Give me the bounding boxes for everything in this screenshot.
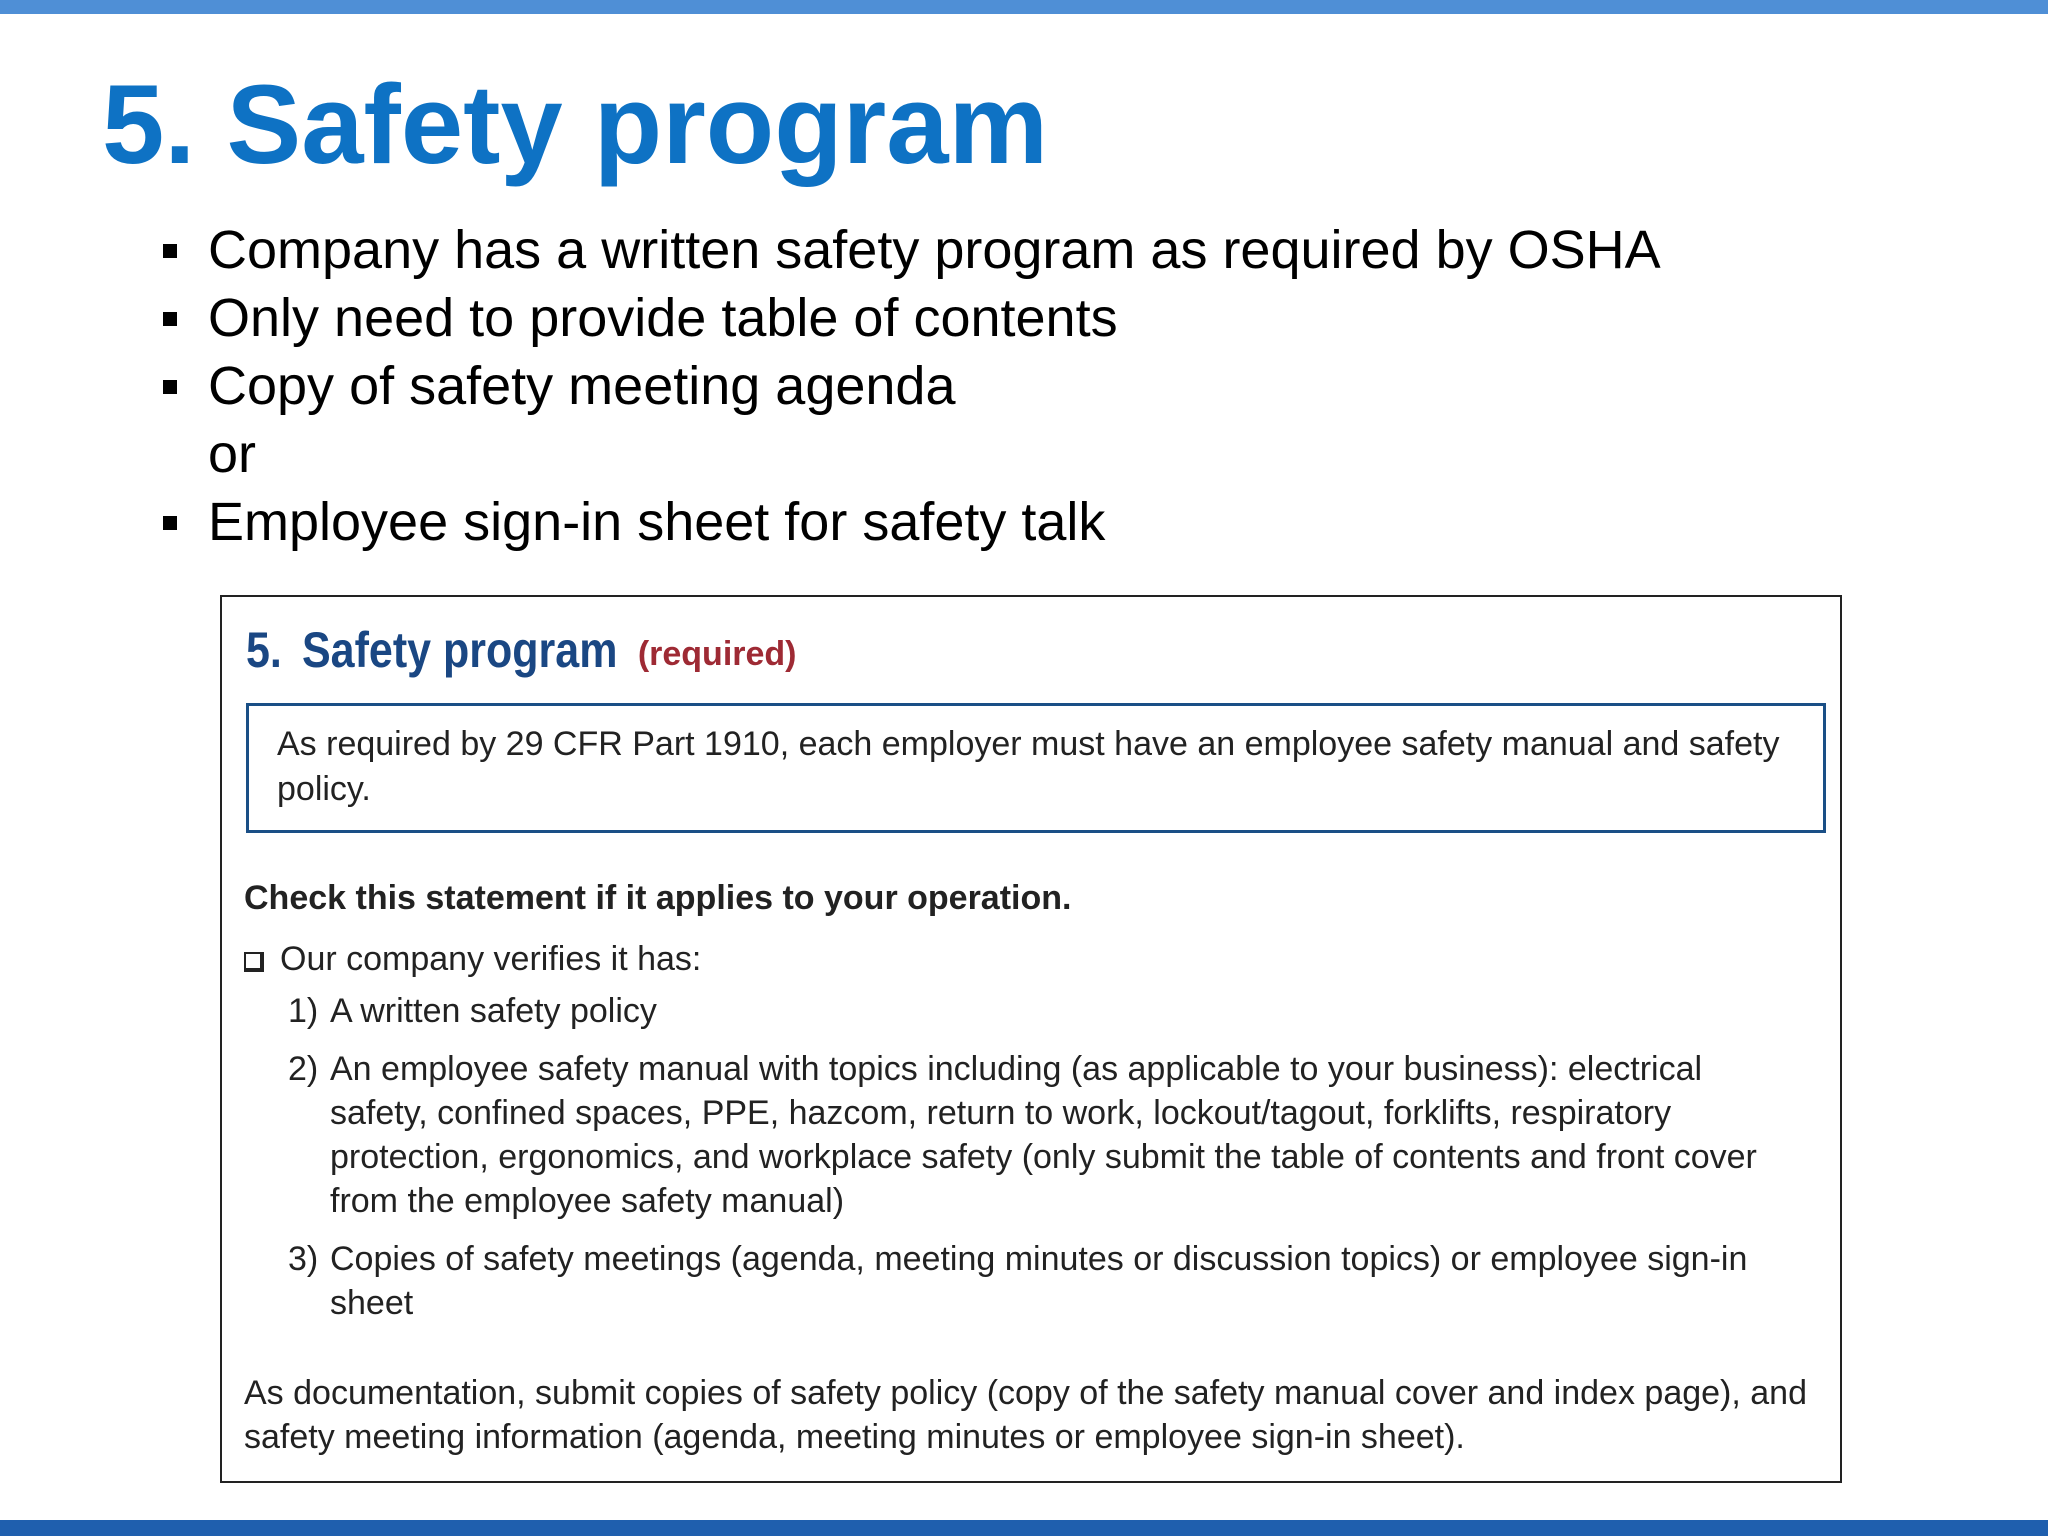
form-heading-number: 5. xyxy=(246,622,282,678)
checkbox-icon[interactable] xyxy=(244,952,264,972)
list-item xyxy=(288,1047,1808,1223)
notice-box xyxy=(246,703,1826,833)
verify-checkbox-row[interactable] xyxy=(244,937,701,981)
documentation-note: As documentation, submit copies of safety policy (copy of the safety manual cover and index page), and safety meeting information (agenda, meeting minutes or employee sign-in sheet). xyxy=(244,1374,1807,1456)
requirements-list xyxy=(288,989,1808,1339)
bullet-text: Employee sign-in sheet for safety talk xyxy=(208,492,1106,552)
form-excerpt-panel xyxy=(220,595,1842,1483)
list-item xyxy=(288,1237,1808,1325)
bullet-item xyxy=(160,216,2000,284)
bullet-text: Company has a written safety program as required by OSHA xyxy=(208,220,1661,280)
list-item-text: Copies of safety meetings (agenda, meeting minutes or discussion topics) or employee sign-in sheet xyxy=(330,1240,1748,1322)
required-tag: (required) xyxy=(637,635,797,673)
check-heading: Check this statement if it applies to your operation. xyxy=(244,879,1072,917)
bullet-list xyxy=(160,216,2000,556)
list-item-text: A written safety policy xyxy=(330,992,657,1030)
square-bullet-icon xyxy=(163,312,177,326)
bullet-text: Only need to provide table of contents xyxy=(208,288,1118,348)
form-heading-text: Safety program xyxy=(302,622,618,678)
list-item-number: 1) xyxy=(288,992,319,1030)
list-item xyxy=(288,989,1808,1033)
bullet-text: or xyxy=(208,424,257,484)
list-item-number: 2) xyxy=(288,1050,319,1088)
bullet-item xyxy=(160,488,2000,556)
square-bullet-icon xyxy=(163,516,177,530)
bullet-text: Copy of safety meeting agenda xyxy=(208,356,956,416)
slide-title: 5. Safety program xyxy=(102,62,1049,187)
bullet-item xyxy=(160,352,2000,420)
bullet-continuation xyxy=(160,420,2000,488)
form-heading xyxy=(246,621,797,679)
list-item-number: 3) xyxy=(288,1240,319,1278)
bullet-item xyxy=(160,284,2000,352)
top-accent-bar xyxy=(0,0,2048,14)
notice-text: As required by 29 CFR Part 1910, each employer must have an employee safety manual and safety policy. xyxy=(277,725,1780,808)
square-bullet-icon xyxy=(163,244,177,258)
list-item-text: An employee safety manual with topics including (as applicable to your business): electrical safety, confined spaces, PPE, hazcom, return to work, lockout/tagout, forklifts, respiratory protection, ergonomics, and workplace safety (only submit the table of contents and front cover from the employee safety manual) xyxy=(330,1050,1757,1220)
checkbox-label: Our company verifies it has: xyxy=(280,940,702,978)
bottom-accent-bar xyxy=(0,1520,2048,1536)
square-bullet-icon xyxy=(163,380,177,394)
